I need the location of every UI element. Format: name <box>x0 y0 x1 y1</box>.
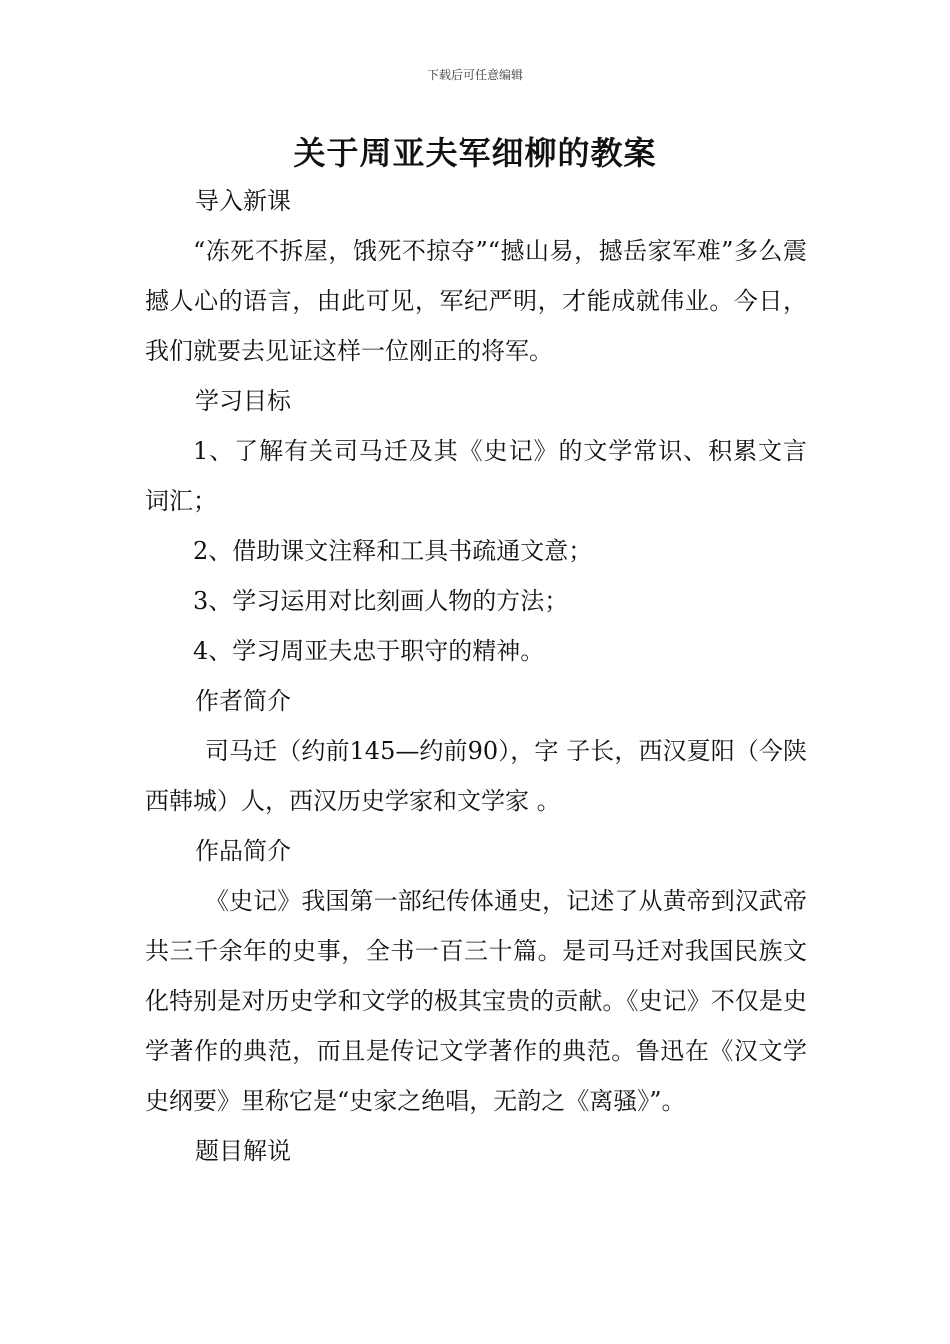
section-heading-work: 作品简介 <box>195 837 291 865</box>
section-heading-author: 作者简介 <box>195 687 291 715</box>
section-heading-goals: 学习目标 <box>195 387 291 415</box>
goal-item: 4、学习周亚夫忠于职守的精神。 <box>193 637 545 665</box>
work-paragraph: 《史记》我国第一部纪传体通史，记述了从黄帝到汉武帝共三千余年的史事，全书一百三十篇。是司马迁对我国民族文化特别是对历史学和文学的极其宝贵的贡献。《史记》不仅是史学著作的典范，而且是传记文学著作的典范。鲁迅在《汉文学史纲要》里称它是“史家之绝唱，无韵之《离骚》”。 <box>145 887 807 1115</box>
document-body <box>145 176 807 1176</box>
author-paragraph: 司马迁（约前145—约前90），字 子长，西汉夏阳（今陕西韩城）人，西汉历史学家和文学家 。 <box>145 737 807 815</box>
intro-paragraph: “冻死不拆屋，饿死不掠夺”“撼山易，撼岳家军难”多么震撼人心的语言，由此可见，军纪严明，才能成就伟业。今日，我们就要去见证这样一位刚正的将军。 <box>145 237 807 365</box>
goal-item: 1、了解有关司马迁及其《史记》的文学常识、积累文言词汇； <box>145 437 807 515</box>
goal-item: 2、借助课文注释和工具书疏通文意； <box>193 537 593 565</box>
document-title: 关于周亚夫军细柳的教案 <box>293 134 657 172</box>
section-heading-topic: 题目解说 <box>195 1137 291 1165</box>
header-note: 下载后可任意编辑 <box>426 68 523 82</box>
goal-item: 3、学习运用对比刻画人物的方法； <box>193 587 569 615</box>
section-heading-intro: 导入新课 <box>195 187 291 215</box>
